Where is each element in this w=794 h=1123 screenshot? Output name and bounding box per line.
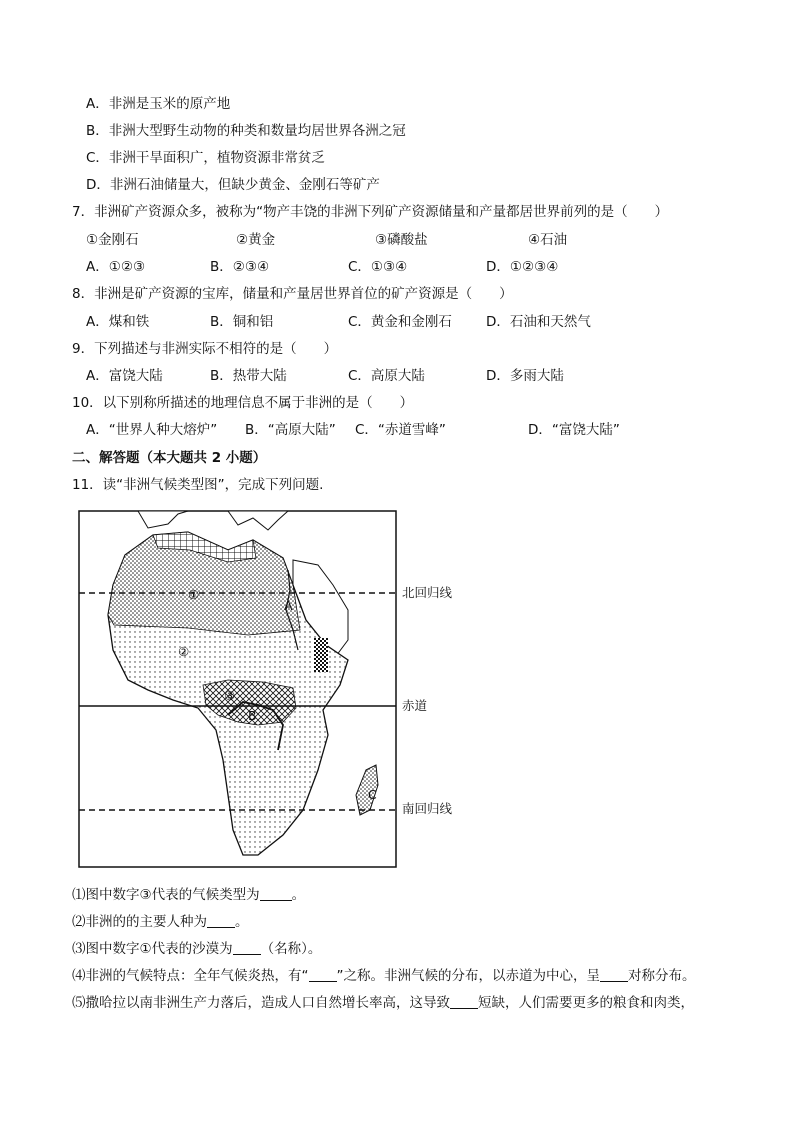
q9-option-b: B．热带大陆 (210, 368, 287, 384)
zone-label-1: ① (188, 587, 200, 602)
q8-option-a: A．煤和铁 (86, 314, 150, 330)
q6-option-d: D．非洲石油储量大，但缺少黄金、金刚石等矿产 (86, 177, 380, 193)
q7-option-c: C．①③④ (348, 259, 408, 275)
answer-blank[interactable] (309, 967, 337, 982)
section-heading: 二、解答题（本大题共 2 小题） (72, 450, 267, 466)
zone-label-3: ③ (224, 688, 236, 703)
highland-zone (314, 638, 328, 672)
africa-climate-map (78, 510, 458, 870)
q7-option-b: B．②③④ (210, 259, 270, 275)
q8-option-b: B．铜和铝 (210, 314, 274, 330)
q7-item-4: ④石油 (528, 232, 568, 248)
q10-option-d: D．“富饶大陆” (528, 422, 620, 438)
q8-stem: 8．非洲是矿产资源的宝库，储量和产量居世界首位的矿产资源是（ ） (72, 286, 513, 302)
point-label-a: A (284, 598, 293, 613)
q9-option-a: A．富饶大陆 (86, 368, 163, 384)
q11-sub3: ⑶图中数字①代表的沙漠为 （名称）。 (72, 941, 322, 957)
q10-option-b: B．“高原大陆” (245, 422, 336, 438)
q6-option-b: B．非洲大型野生动物的种类和数量均居世界各洲之冠 (86, 123, 406, 139)
zone-label-2: ② (178, 644, 190, 659)
q7-item-1: ①金刚石 (86, 232, 139, 248)
q6-option-c: C．非洲干旱面积广，植物资源非常贫乏 (86, 150, 325, 166)
answer-blank[interactable] (450, 994, 478, 1009)
answer-blank[interactable] (260, 886, 292, 901)
q7-option-a: A．①②③ (86, 259, 146, 275)
q11-sub5: ⑸撒哈拉以南非洲生产力落后，造成人口自然增长率高，这导致 短缺，人们需要更多的粮食和肉类， (72, 995, 694, 1011)
q10-option-c: C．“赤道雪峰” (355, 422, 446, 438)
q10-stem: 10．以下别称所描述的地理信息不属于非洲的是（ ） (72, 395, 414, 411)
q7-item-2: ②黄金 (236, 232, 276, 248)
q7-stem: 7．非洲矿产资源众多，被称为“物产丰饶的非洲下列矿产资源储量和产量都居世界前列的是（ ） (72, 204, 669, 220)
q7-option-d: D．①②③④ (486, 259, 559, 275)
tropic-of-cancer-label: 北回归线 (402, 585, 453, 600)
q9-option-c: C．高原大陆 (348, 368, 425, 384)
q6-option-a: A．非洲是玉米的原产地 (86, 96, 231, 112)
q11-sub4: ⑷非洲的气候特点：全年气候炎热，有“ ”之称。非洲气候的分布，以赤道为中心，呈 对称分布。 (72, 968, 696, 984)
q8-option-c: C．黄金和金刚石 (348, 314, 452, 330)
q11-sub1: ⑴图中数字③代表的气候类型为 。 (72, 887, 306, 903)
point-label-b: B (248, 708, 257, 723)
answer-blank[interactable] (207, 913, 235, 928)
q8-option-d: D．石油和天然气 (486, 314, 591, 330)
q9-stem: 9．下列描述与非洲实际不相符的是（ ） (72, 341, 338, 357)
q7-item-3: ③磷酸盐 (375, 232, 428, 248)
equator-label: 赤道 (402, 698, 428, 713)
q10-option-a: A．“世界人种大熔炉” (86, 422, 218, 438)
answer-blank[interactable] (233, 940, 261, 955)
q9-option-d: D．多雨大陆 (486, 368, 564, 384)
answer-blank[interactable] (600, 967, 628, 982)
tropic-of-capricorn-label: 南回归线 (402, 801, 453, 816)
point-label-c: C (368, 787, 377, 802)
q11-stem: 11．读“非洲气候类型图”，完成下列问题. (72, 477, 324, 493)
q11-sub2: ⑵非洲的的主要人种为 。 (72, 914, 249, 930)
